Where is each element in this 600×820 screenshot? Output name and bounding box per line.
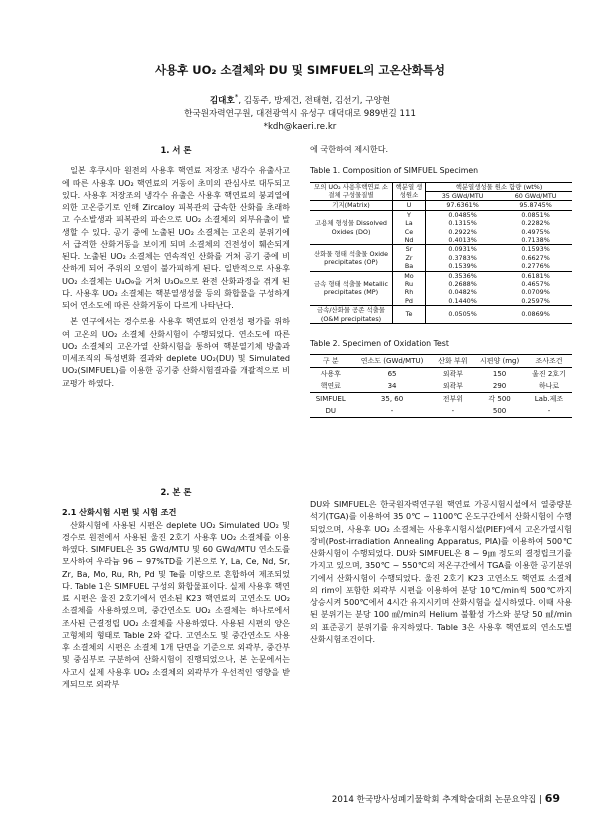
table1-element: Y: [393, 210, 426, 219]
table2-region: -: [433, 405, 474, 418]
table1-value-60: 0.2776%: [499, 262, 572, 271]
table1-value-35: 0.2922%: [448, 227, 477, 236]
table2-category: 사용후: [320, 370, 341, 379]
table1-group-label: 산화물 형태 석출물 Oxide precipitates (OP): [310, 245, 393, 271]
table1-value-35: 0.1539%: [426, 262, 500, 271]
table1-head-60: 60 GWd/MTU: [499, 191, 572, 200]
table1-row: [310, 210, 572, 219]
table1-element: Te: [393, 306, 426, 324]
table1-value-35: 0.0505%: [426, 306, 500, 324]
table2-caption: Table 2. Specimen of Oxidation Test: [310, 339, 449, 348]
table1-value-60: 0.6627%: [521, 253, 550, 262]
table1-element: Pd: [393, 297, 426, 306]
table2-mass: 각 500: [473, 393, 526, 406]
table2-burnup: -: [351, 405, 432, 418]
table1-value-35: 0.0485%: [448, 210, 477, 219]
table2-row: [310, 368, 572, 381]
affiliation: 한국원자력연구원, 대전광역시 유성구 대덕대로 989번길 111: [184, 108, 416, 119]
table2-category: SIMFUEL: [310, 393, 351, 406]
table1-value-60: 0.0709%: [521, 288, 550, 297]
table1-value-35: 0.3536%: [448, 271, 477, 280]
table1-element: La: [393, 219, 426, 227]
footer-text: 2014 한국방사성폐기물학회 추계학술대회 논문요약집 |: [331, 795, 542, 805]
table1-element: Mo: [393, 271, 426, 280]
table1-group-label: 고용체 형성물 Dissolved Oxides (DO): [310, 210, 393, 245]
table2-row: [310, 393, 572, 406]
right-paragraph-1: DU와 SIMFUEL은 한국원자력연구원 핵연료 가공시험시설에서 열중량분석기(TGA)를 이용하여 35 0℃ ~ 1100℃ 온도구간에서 산화시험이 수행되었으며, 사용후 UO₂ 소결체는 사용후시험시설(PIEF)에서 고온가열시험장비(Post-irradiation Annealing Apparatus, PIA)를 이용하여 500℃ 산화시험이 수행되었다. DU와 SIMFUEL은 8 ~ 9㎛ 정도의 결정립크기를 가지고 있으며, 350℃ ~ 550℃의 저온구간에서 TGA를 이용한 공기분위기에서 산화시험이 수행되었다. 울진 2호기 K23 고연소도 핵연료 소결체의 rim이 포함한 외곽부 시편을 이용하여 분당 10℃/min씩 500℃까지 상승시켜 500℃에서 4시간 유지시키며 산화시험을 실시하였다. 이때 사용된 분위기는 분당 100 ㎖/min의 Helium 불활성 가스와 분당 50 ㎖/min의 표준공기 분위기를 유지하였다. Table 3은 사용후 핵연료의 연소도별 산화시험조건이다.: [310, 499, 572, 644]
table1-value-35: 0.0482%: [448, 288, 477, 297]
co-authors: , 김동주, 방제건, 전태현, 김선기, 구양현: [238, 95, 391, 106]
table1-value-35: 0.3783%: [448, 253, 477, 262]
table1-value-60: 0.0869%: [499, 306, 572, 324]
lead-author-mark: *: [234, 92, 239, 101]
lead-author: 김대호: [209, 95, 235, 106]
table1-head-element: 핵분열 생성원소: [393, 182, 426, 201]
table2-body: [310, 368, 572, 418]
author-block: [0, 90, 600, 134]
table2-burnup: 34: [387, 382, 397, 391]
page-footer: [332, 792, 560, 805]
table1-value-60: 0.6181%: [521, 271, 550, 280]
right-continuation: 에 국한하여 제시한다.: [310, 144, 389, 154]
body-paragraph-1: 산화시험에 사용된 시편은 deplete UO₂ Simulated UO₂ 및 경수로 원전에서 사용된 울진 2호기 사용후 UO₂ 소결체를 이용하였다. SIMFUEL은 35 GWd/MTU 및 60 GWd/MTU 연소도를 모사하여 우라늄 96 ~ 97%TD를 기본으로 Y, La, Ce, Nd, Sr, Zr, Ba, Mo, Ru, Rh, Pd 및 Te를 미량으로 혼합하여 제조되었다. Table 1은 SIMFUEL 구성의 화합물표이다. 실제 사용후 핵연료 시편은 울진 2호기에서 연소된 K23 핵연료의 고연소도 UO₂ 소결체를 사용하였으며, 중간연소도 UO₂ 소결체는 하나로에서 조사된 근결정립 UO₂ 소결체를 사용하였다. 사용된 시편의 양은 고형체의 형태로 Table 2와 같다. 고연소도 및 중간연소도 사용후 소결체의 시편은 소결체 1개 단면을 기준으로 외곽부, 중간부 및 중심부로 구분하여 산화시험이 진행되었으나, 본 논문에서는 사고시 실제 사용후 UO₂ 소결체의 외곽부가 우선적인 영향을 받게되므로 외곽부: [62, 519, 290, 689]
table1-row: [310, 306, 572, 324]
left-column-top: [62, 140, 290, 389]
table2-category: 핵연료: [320, 382, 341, 391]
table1-value-35: 0.1440%: [426, 297, 500, 306]
table2-category: DU: [310, 405, 351, 418]
table1-element: Sr: [393, 245, 426, 254]
table2-region: 외곽부: [442, 370, 464, 379]
table2-head-mass: 시편양 (mg): [473, 355, 526, 368]
table1-value-60: 95.8745%: [499, 201, 572, 210]
table1-head-35: 35 GWd/MTU: [426, 191, 500, 200]
intro-paragraph-2: 본 연구에서는 경수로용 사용후 핵연료의 안전성 평가를 위하여 고온의 UO₂ 소결체 산화시험이 수행되었다. 연소도에 따른 UO₂ 소결체의 고온가열 산화시험을 통하여 핵분열기체 방출과 미세조직의 특성변화 결과와 deplete UO₂(DU) 및 Simulated UO₂(SIMFUEL)를 이용한 공기중 산화시험결과를 개괄적으로 비교평가 하였다.: [62, 316, 290, 388]
table1-value-60: 0.1593%: [521, 245, 550, 254]
table2-burnup: 65: [387, 370, 397, 379]
table1-group-label: 금속/산화물 공존 석출물 (O&M precipitates): [310, 306, 393, 324]
email: *kdh@kaeri.re.kr: [263, 121, 337, 132]
table1-group-label: 기지(Matrix): [310, 201, 393, 210]
page-number: 69: [544, 792, 560, 805]
table1-value-35: 0.0931%: [448, 245, 477, 254]
table2-mass: 150: [492, 370, 507, 379]
table1-value-35: 0.2688%: [448, 279, 477, 288]
table1-head-material: 모의 UO₂ 사용후핵연료 소결체 구성물질별: [310, 182, 393, 201]
table1-value-60: 0.0851%: [521, 210, 550, 219]
table2-row: [310, 405, 572, 418]
table1-value-35: 0.4013%: [426, 236, 500, 245]
table1-element: Zr: [393, 254, 426, 262]
table2-head-condition: 조사조건: [526, 355, 572, 368]
table1-value-60: 0.4975%: [521, 227, 550, 236]
table1-value-35: 97.6361%: [426, 201, 500, 210]
table1-value-35: 0.1315%: [448, 219, 477, 228]
table2: [310, 354, 572, 418]
table2-condition: Lab.제조: [526, 393, 572, 406]
subsection-heading: 2.1 산화시험 시편 및 시험 조건: [62, 507, 177, 518]
table1-row: [310, 201, 572, 210]
table1-group-label: 금속 형태 석출물 Metallic precipitates (MP): [310, 271, 393, 306]
paper-title: 사용후 UO₂ 소결체와 DU 및 SIMFUEL의 고온산화특성: [154, 63, 446, 77]
table1: [310, 182, 572, 325]
table1-element: Rh: [393, 288, 426, 296]
table2-condition: 울진 2호기: [532, 370, 566, 379]
table2-region: 외곽부: [442, 382, 464, 391]
left-column-bottom: [62, 482, 290, 690]
table1-element: Ba: [393, 262, 426, 271]
table1-element: Ru: [393, 280, 426, 288]
table1-value-60: 0.2597%: [499, 297, 572, 306]
right-column-bottom: [310, 498, 572, 645]
table2-region: 전부위: [433, 393, 474, 406]
table2-burnup: 35, 60: [351, 393, 432, 406]
intro-heading: 1. 서 론: [160, 145, 192, 155]
intro-paragraph-1: 일본 후쿠시마 원전의 사용후 핵연료 저장조 냉각수 유출사고에 따른 사용후 UO₂ 핵연료의 거동이 초미의 관심사로 대두되고 있다. 사용후 저장조의 냉각수 유출은 사용후 핵연료의 붕괴열에 의한 고온증기로 인해 Zircaloy 피복관의 급속한 산화를 초래하고 수소발생과 피복관의 파손으로 UO₂ 소결체의 외부유출이 발생할 수 있다. 공기 중에 노출된 UO₂ 소결체는 고온의 분위기에서 급격한 산화거동을 보이게 되며 소결체의 건전성이 훼손되게 된다. 노출된 UO₂ 소결체는 연속적인 산화를 거쳐 공기 중에 비산하게 되어 주위의 오염이 불가피하게 된다. 일반적으로 사용후 UO₂ 소결체는 U₄O₉을 거쳐 U₃O₈으로 완전 산화과정을 겪게 된다. 사용후 UO₂ 소결체는 핵분열생성물 등의 화합물을 구성하게 되어 연소도에 따른 산화거동이 다르게 나타난다.: [62, 165, 290, 310]
table1-row: [310, 245, 572, 254]
table1-element: Ce: [393, 228, 426, 236]
table1-head-group: 핵분열생성물 원소 함량 (wt%): [426, 182, 573, 191]
table1-value-60: 0.2282%: [521, 219, 550, 228]
right-column-top: [310, 143, 572, 418]
table2-head-burnup: 연소도 (GWd/MTU): [351, 355, 432, 368]
table2-head-category: 구 분: [310, 355, 351, 368]
table1-caption: Table 1. Composition of SIMFUEL Specimen: [310, 166, 479, 176]
table2-row: [310, 380, 572, 393]
table1-value-60: 0.7138%: [499, 236, 572, 245]
table1-row: [310, 271, 572, 280]
table2-mass: 500: [473, 405, 526, 418]
table1-value-60: 0.4657%: [521, 279, 550, 288]
table2-head-region: 산화 부위: [433, 355, 474, 368]
table2-condition: -: [526, 405, 572, 418]
table1-body: [310, 201, 572, 324]
table2-mass: 290: [492, 382, 507, 391]
table1-element: U: [393, 201, 426, 210]
author-line: [0, 90, 600, 108]
table1-element: Nd: [393, 236, 426, 245]
table2-condition: 하나로: [538, 382, 560, 391]
body-heading: 2. 본 론: [160, 487, 192, 497]
